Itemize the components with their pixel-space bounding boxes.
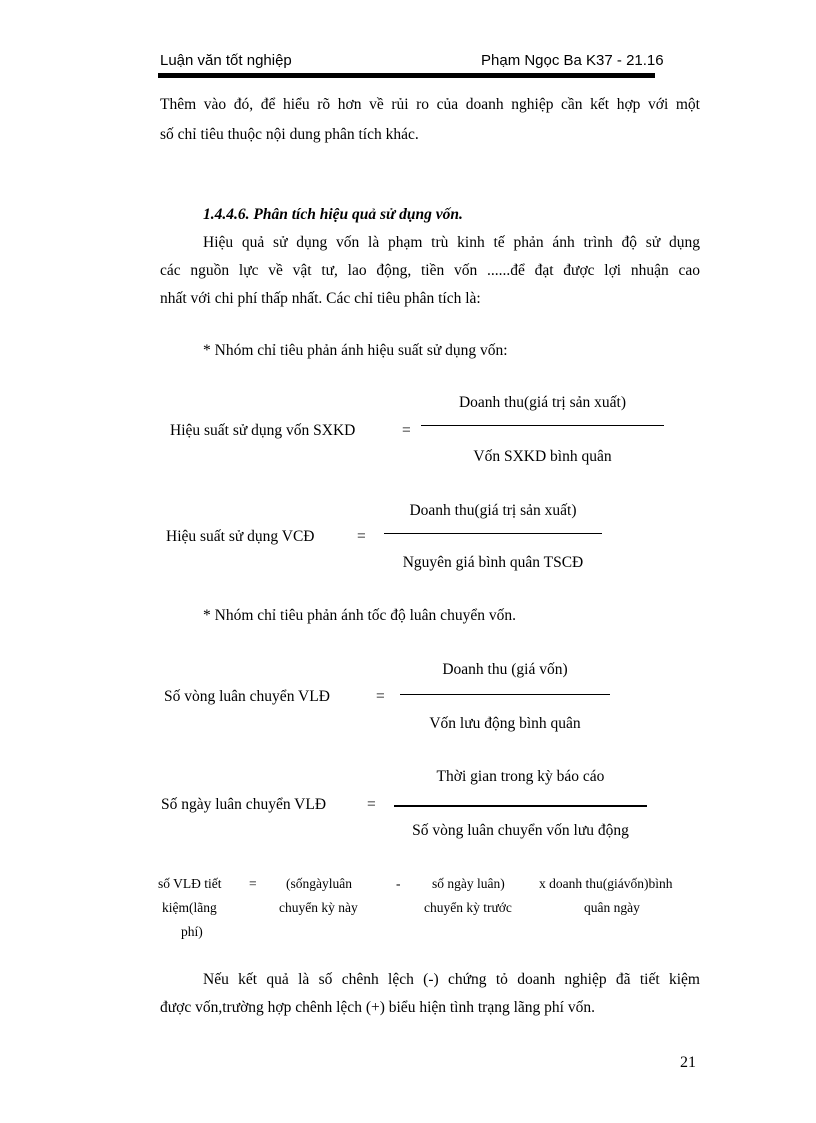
intro-line-2: số chỉ tiêu thuộc nội dung phân tích khác. [160, 126, 419, 143]
formula-5-term-3-line-2: chuyển kỳ trước [424, 900, 512, 915]
formula-3-equals: = [376, 688, 385, 705]
formula-5-minus: - [396, 876, 401, 891]
header-left-title: Luận văn tốt nghiệp [160, 52, 292, 69]
conclusion-line-2: được vốn,trường hợp chênh lệch (+) biểu hiện tình trạng lãng phí vốn. [160, 999, 595, 1016]
formula-1-denominator: Vốn SXKD bình quân [473, 448, 612, 465]
section-line-3: nhất với chi phí thấp nhất. Các chỉ tiêu phân tích là: [160, 290, 481, 307]
intro-line-1: Thêm vào đó, để hiểu rõ hơn về rủi ro của doanh nghiệp cần kết hợp với một [160, 96, 700, 113]
formula-5-term-2-line-2: chuyển kỳ này [279, 900, 358, 915]
group-2-heading: * Nhóm chỉ tiêu phản ánh tốc độ luân chuyển vốn. [203, 607, 516, 624]
formula-5-term-1-line-1: số VLĐ tiết [158, 876, 222, 891]
formula-5-term-2-line-1: (sốngàyluân [286, 876, 352, 891]
formula-2-label: Hiệu suất sử dụng VCĐ [166, 528, 315, 545]
header-right-author: Phạm Ngọc Ba K37 - 21.16 [481, 52, 664, 69]
formula-4-numerator: Thời gian trong kỳ báo cáo [436, 768, 605, 785]
formula-5-term-4-line-2: quân ngày [584, 900, 640, 915]
formula-1-fraction-bar [421, 425, 664, 426]
formula-5-equals: = [249, 876, 257, 891]
formula-4-equals: = [367, 796, 376, 813]
formula-3-fraction-bar [400, 694, 610, 695]
section-title: 1.4.4.6. Phân tích hiệu quả sử dụng vốn. [203, 206, 463, 223]
formula-4-fraction-bar [394, 805, 647, 807]
formula-2-numerator: Doanh thu(giá trị sản xuất) [409, 502, 577, 519]
formula-2-denominator: Nguyên giá bình quân TSCĐ [402, 554, 584, 571]
page-number: 21 [680, 1054, 696, 1071]
formula-2-fraction-bar [384, 533, 602, 534]
formula-3-denominator: Vốn lưu động bình quân [429, 715, 581, 732]
formula-3-numerator: Doanh thu (giá vốn) [442, 661, 568, 678]
formula-4-label: Số ngày luân chuyển VLĐ [161, 796, 327, 813]
formula-5-term-1-line-3: phí) [181, 924, 203, 939]
formula-1-label: Hiệu suất sử dụng vốn SXKD [170, 422, 356, 439]
formula-2-equals: = [357, 528, 366, 545]
section-line-2: các nguồn lực về vật tư, lao động, tiền vốn ......để đạt được lợi nhuận cao [160, 262, 700, 279]
formula-5-term-1-line-2: kiệm(lãng [162, 900, 217, 915]
formula-1-equals: = [402, 422, 411, 439]
formula-3-label: Số vòng luân chuyển VLĐ [164, 688, 330, 705]
section-line-1: Hiệu quả sử dụng vốn là phạm trù kinh tế phản ánh trình độ sử dụng [203, 234, 700, 251]
formula-1-numerator: Doanh thu(giá trị sản xuất) [458, 394, 626, 411]
group-1-heading: * Nhóm chỉ tiêu phản ánh hiệu suất sử dụng vốn: [203, 342, 508, 359]
formula-5-term-4-line-1: x doanh thu(giávốn)bình [539, 876, 673, 891]
conclusion-line-1: Nếu kết quả là số chênh lệch (-) chứng tỏ doanh nghiệp đã tiết kiệm [203, 971, 700, 988]
header-rule [158, 73, 655, 78]
formula-4-denominator: Số vòng luân chuyển vốn lưu động [412, 822, 629, 839]
formula-5-term-3-line-1: số ngày luân) [432, 876, 505, 891]
